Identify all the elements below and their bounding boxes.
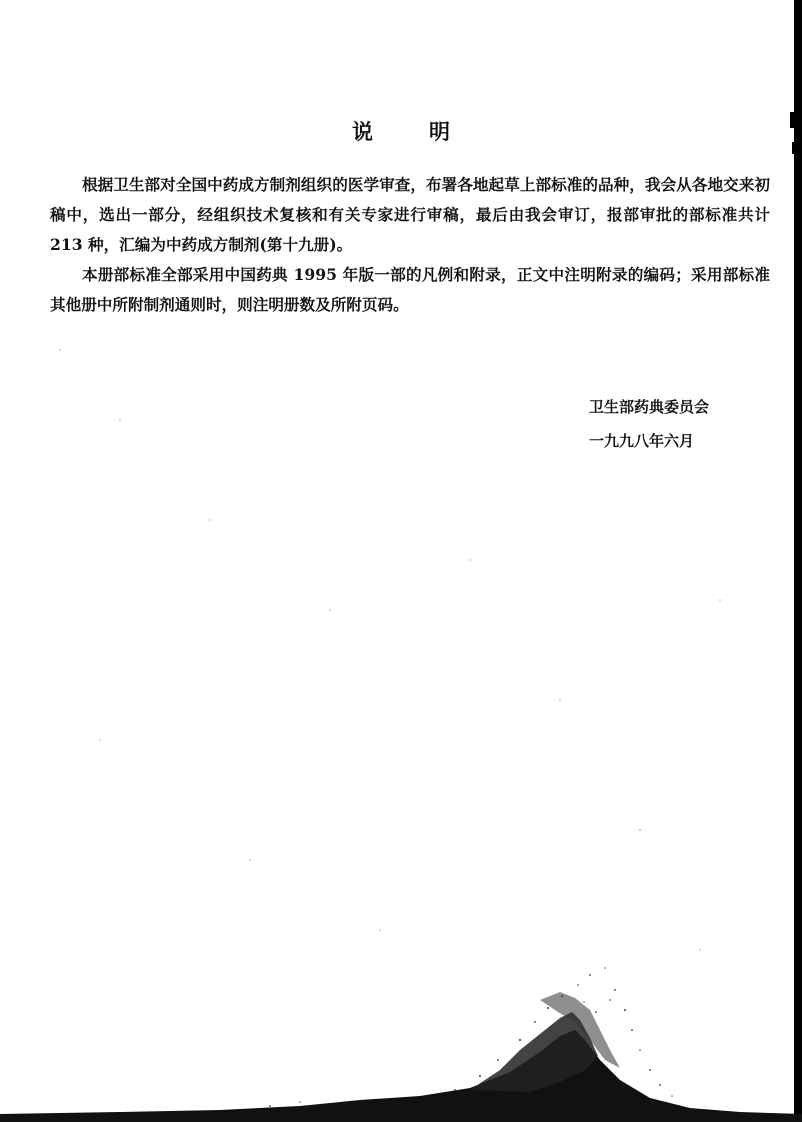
page-title: 说明 <box>352 120 506 144</box>
signature-date: 一九九八年六月 <box>589 432 695 450</box>
paragraph-1: 根据卫生部对全国中药成方制剂组织的医学审查，布署各地起草上部标准的品种，我会从各地交来初稿中，选出一部分，经组织技术复核和有关专家进行审稿，最后由我会审订，报部审批的部标准共计 213 种，汇编为中药成方制剂(第十九册)。 <box>50 175 770 254</box>
paragraph-2: 本册部标准全部采用中国药典 1995 年版一部的凡例和附录，正文中注明附录的编码；采用部标准其他册中所附制剂通则时，则注明册数及所附页码。 <box>50 265 770 314</box>
signature-organization: 卫生部药典委员会 <box>589 398 710 416</box>
